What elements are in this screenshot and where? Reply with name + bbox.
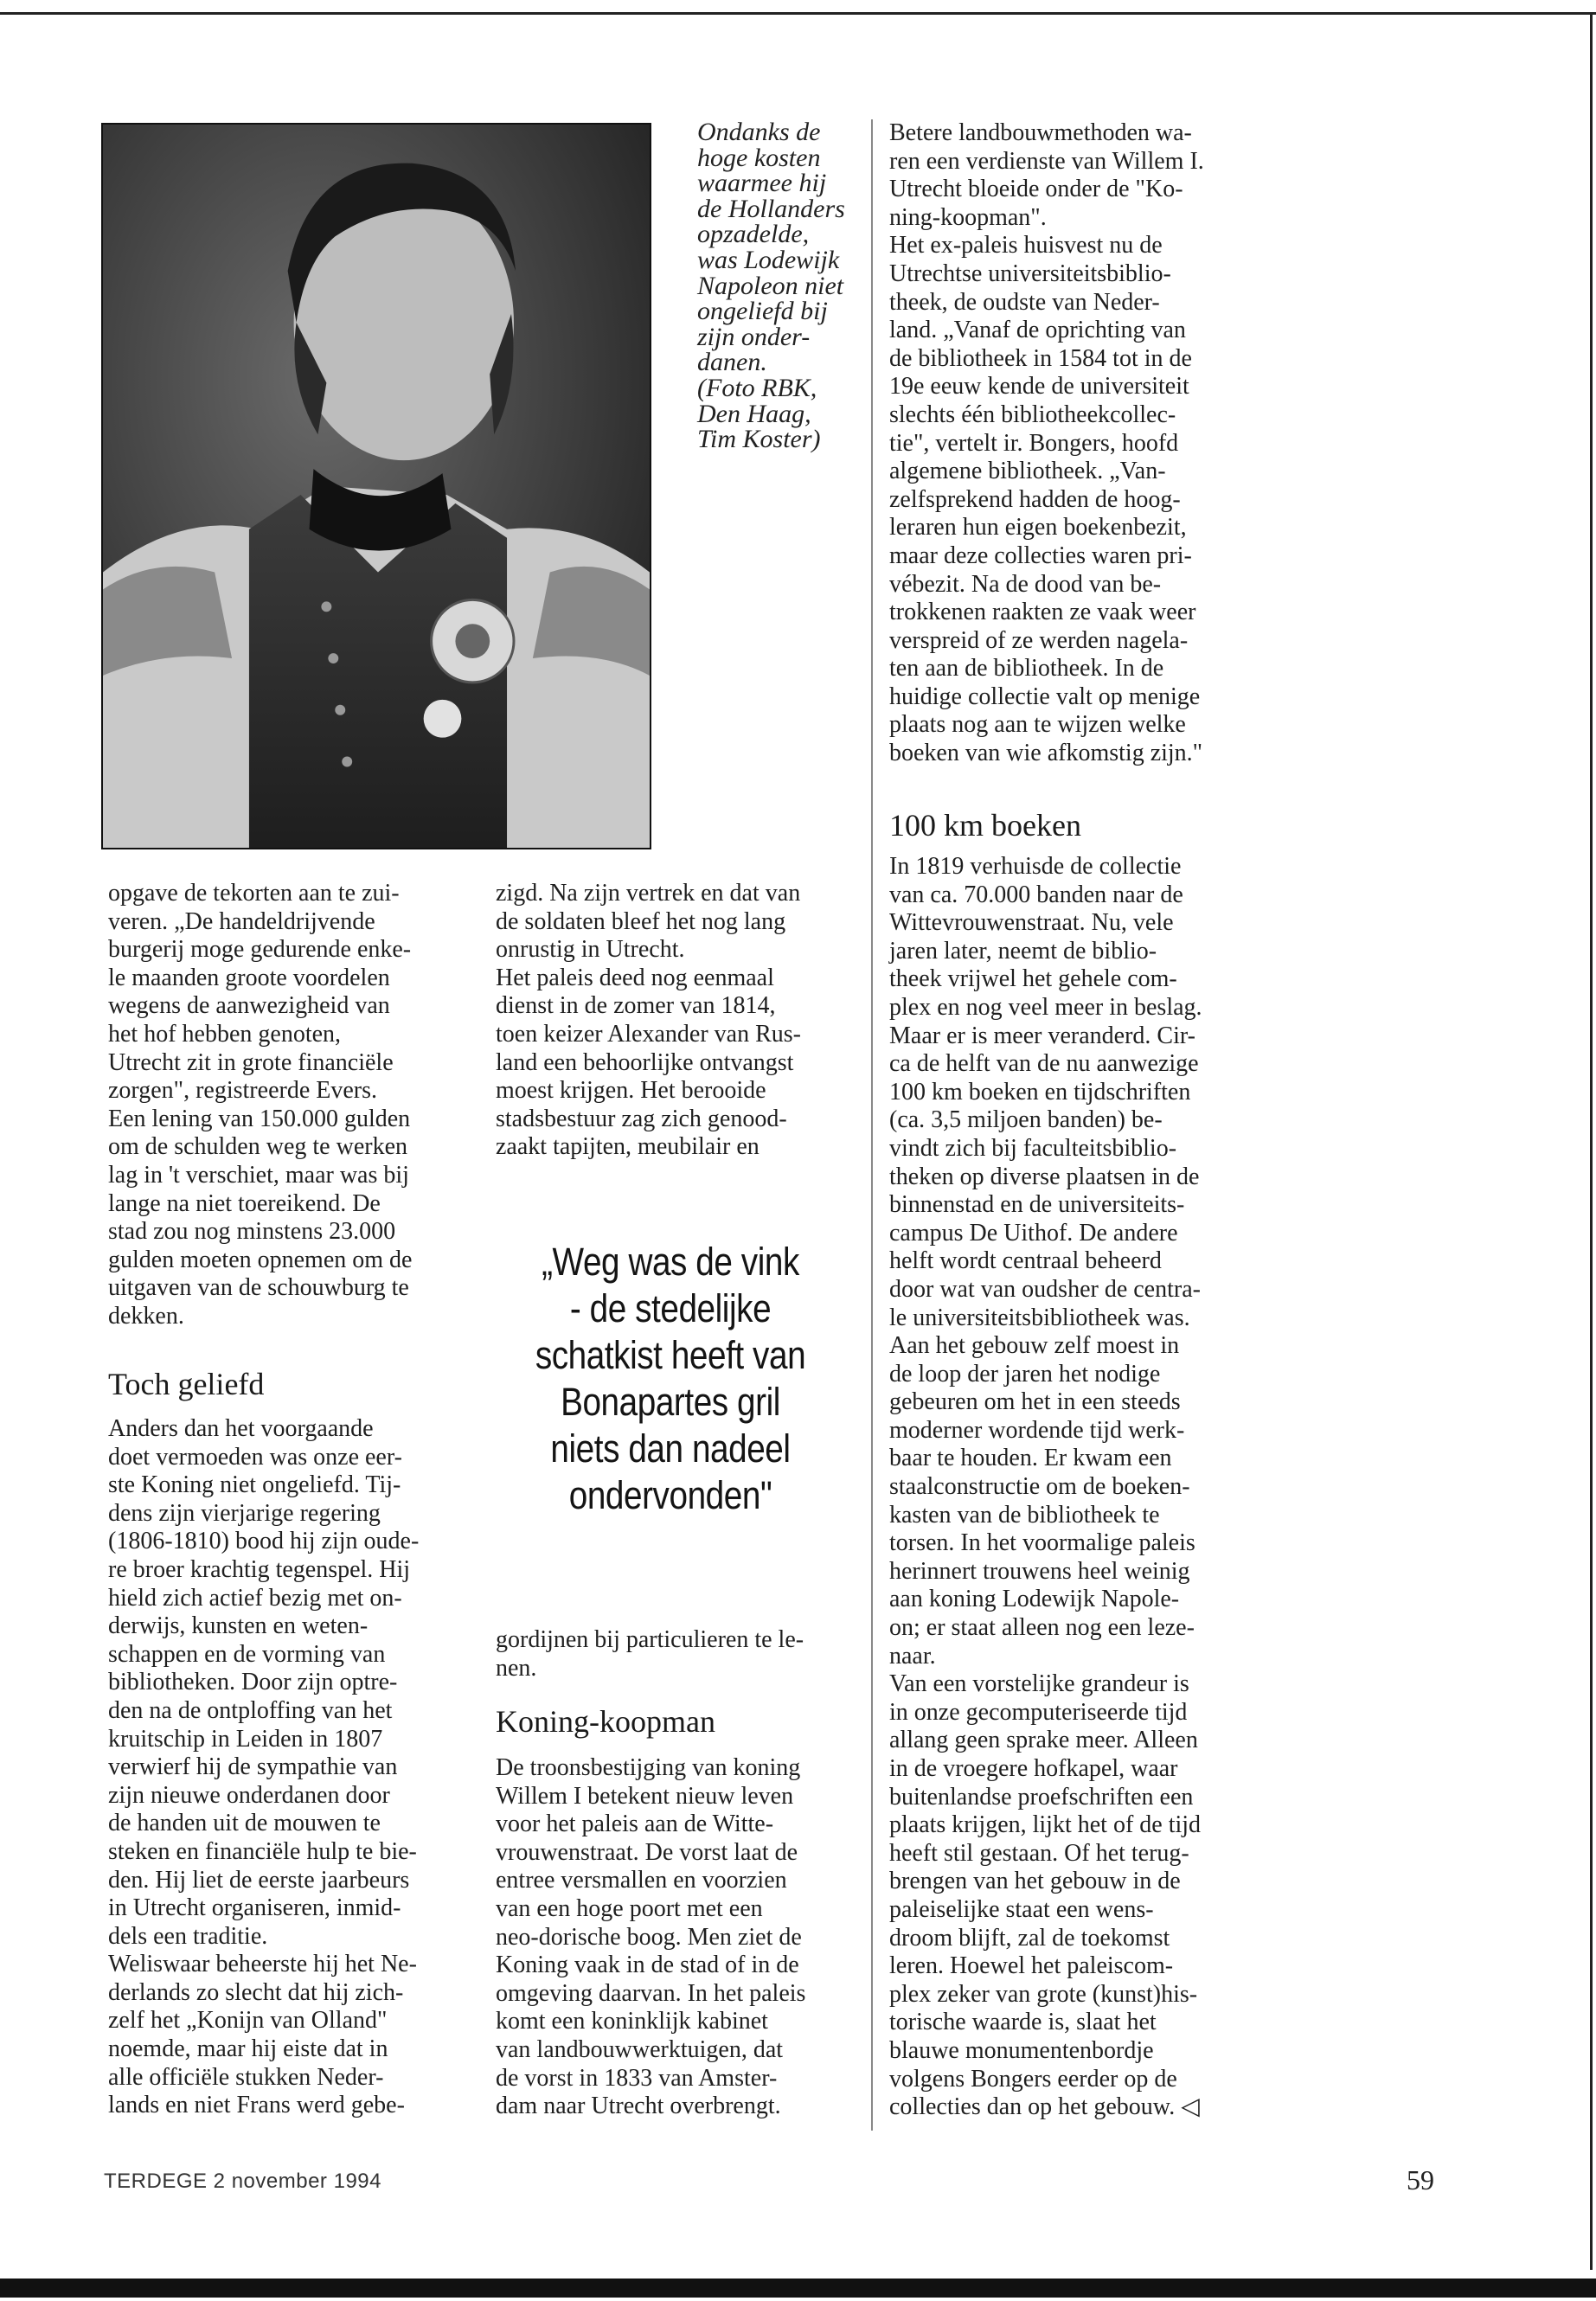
caption-line: Den Haag, [697, 399, 811, 428]
text-line: zorgen", registreerde Evers. [108, 1077, 377, 1105]
text-line: de loop der jaren het nodige [889, 1360, 1161, 1388]
text-line: zelf het „Konijn van Olland" [108, 2007, 388, 2035]
caption-line: Tim Koster) [697, 425, 821, 454]
text-line: maar deze collecties waren pri- [889, 542, 1192, 569]
text-line: re broer krachtig tegenspel. Hij [108, 1555, 411, 1583]
text-line: zijn nieuwe onderdanen door [108, 1781, 390, 1809]
text-line: ten aan de bibliotheek. In de [889, 655, 1164, 683]
text-line: derlands zo slecht dat hij zich- [108, 1978, 404, 2006]
text-line: plex zeker van grote (kunst)his- [889, 1980, 1198, 2008]
text-line: het hof hebben genoten, [108, 1020, 342, 1048]
page-number: 59 [1407, 2164, 1434, 2195]
text-line: neo-dorische boog. Men ziet de [496, 1923, 802, 1951]
text-line: ning-koopman". [889, 203, 1047, 231]
text-line: van ca. 70.000 banden naar de [889, 881, 1183, 908]
text-line: nen. [496, 1654, 537, 1682]
text-line: helft wordt centraal beheerd [889, 1247, 1162, 1275]
text-line: ste Koning niet ongeliefd. Tij- [108, 1471, 401, 1499]
text-line: torsen. In het voormalige paleis [889, 1529, 1195, 1557]
text-line: heeft stil gestaan. Of het terug- [889, 1839, 1189, 1867]
text-line: in onze gecomputeriseerde tijd [889, 1698, 1188, 1726]
text-line: Utrecht bloeide onder de "Ko- [889, 176, 1183, 203]
text-line: baar te houden. Er kwam een [889, 1445, 1172, 1472]
top-border [0, 12, 1596, 15]
text-line: den. Hij liet de eerste jaarbeurs [108, 1866, 410, 1894]
text-line: Wittevrouwenstraat. Nu, vele [889, 909, 1174, 937]
text-line: land een behoorlijke ontvangst [496, 1048, 794, 1076]
text-line: verspreid of ze werden nagela- [889, 626, 1189, 654]
text-line: moest krijgen. Het berooide [496, 1077, 766, 1105]
text-line: Willem I betekent nieuw leven [496, 1782, 794, 1810]
text-line: entree versmallen en voorzien [496, 1867, 787, 1894]
caption-line: danen. [697, 348, 767, 377]
text-line: land. „Vanaf de oprichting van [889, 317, 1186, 344]
text-line: plex en nog veel meer in beslag. [889, 993, 1202, 1021]
text-line: Van een vorstelijke grandeur is [889, 1670, 1189, 1698]
text-line: vrouwenstraat. De vorst laat de [496, 1838, 798, 1866]
text-line: Het ex-paleis huisvest nu de [889, 232, 1163, 260]
text-line: Aan het gebouw zelf moest in [889, 1332, 1180, 1360]
text-line: verwierf hij de sympathie van [108, 1753, 398, 1781]
column-divider [871, 119, 873, 2131]
text-line: in de vroegere hofkapel, waar [889, 1755, 1178, 1782]
text-line: komt een koninklijk kabinet [496, 2008, 768, 2035]
caption-line: (Foto RBK, [697, 373, 817, 402]
text-line: plaats krijgen, lijkt het of de tijd [889, 1811, 1202, 1839]
text-line: door wat van oudsher de centra- [889, 1275, 1201, 1303]
footer-magazine-issue: TERDEGE 2 november 1994 [104, 2170, 381, 2193]
text-line: veren. „De handeldrijvende [108, 907, 375, 935]
text-line: Weliswaar beheerste hij het Ne- [108, 1951, 417, 1978]
caption-line: waarmee hij [697, 169, 827, 198]
text-line: doet vermoeden was onze eer- [108, 1443, 402, 1471]
text-line: stad zou nog minstens 23.000 [108, 1218, 396, 1246]
text-line: allang geen sprake meer. Alleen [889, 1727, 1198, 1754]
text-line: gebeuren om het in een steeds [889, 1388, 1181, 1416]
text-line: dienst in de zomer van 1814, [496, 992, 776, 1020]
text-line: buitenlandse proefschriften een [889, 1783, 1194, 1811]
text-line: uitgaven van de schouwburg te [108, 1274, 409, 1302]
subheading-koning-koopman: Koning-koopman [496, 1704, 715, 1739]
text-line: dels een traditie. [108, 1922, 268, 1950]
text-line: toen keizer Alexander van Rus- [496, 1020, 801, 1048]
article-column-right [889, 853, 1244, 2122]
text-line: in Utrecht organiseren, inmid- [108, 1894, 401, 1922]
text-line: Maar er is meer veranderd. Cir- [889, 1022, 1195, 1049]
text-line: leraren hun eigen boekenbezit, [889, 514, 1187, 542]
text-line: dam naar Utrecht overbrengt. [496, 2093, 781, 2120]
bottom-border [0, 2279, 1596, 2298]
caption-line: Ondanks de [697, 118, 821, 146]
text-line: tie", vertelt ir. Bongers, hoofd [889, 429, 1179, 457]
article-column-middle [496, 880, 842, 1162]
text-line: wegens de aanwezigheid van [108, 992, 390, 1020]
text-line: opgave de tekorten aan te zui- [108, 880, 400, 907]
text-line: burgerij moge gedurende enke- [108, 936, 412, 964]
text-line: steken en financiële hulp te bie- [108, 1837, 417, 1865]
article-column-left-lower [108, 1415, 471, 2120]
text-line: Anders dan het voorgaande [108, 1415, 374, 1442]
text-line: Koning vaak in de stad of in de [496, 1952, 799, 1979]
caption-line: zijn onder- [697, 322, 811, 351]
text-line: hield zich actief bezig met on- [108, 1584, 402, 1612]
text-line: 100 km boeken en tijdschriften [889, 1078, 1191, 1106]
text-line: brengen van het gebouw in de [889, 1868, 1181, 1895]
text-line: le maanden groote voordelen [108, 964, 390, 991]
text-line: zelfsprekend hadden de hoog- [889, 485, 1181, 513]
text-line: dekken. [108, 1302, 184, 1330]
pull-quote-line: Bonapartes gril [561, 1380, 780, 1424]
text-line: Een lening van 150.000 gulden [108, 1105, 411, 1132]
text-line: volgens Bongers eerder op de [889, 2065, 1177, 2093]
text-line: paleiselijke staat een wens- [889, 1895, 1154, 1923]
article-column-left [108, 880, 471, 1331]
text-line: Utrechtse universiteitsbiblio- [889, 260, 1171, 287]
text-line: van landbouwwerktuigen, dat [496, 2035, 784, 2063]
caption-line: opzadelde, [697, 220, 810, 249]
text-line: zaakt tapijten, meubilair en [496, 1133, 760, 1161]
caption-line: ongeliefd bij [697, 297, 828, 326]
text-line: zigd. Na zijn vertrek en dat van [496, 880, 801, 907]
text-line: omgeving daarvan. In het paleis [496, 1979, 806, 2007]
article-column-right-top [889, 119, 1244, 768]
text-line: torische waarde is, slaat het [889, 2009, 1157, 2036]
text-line: algemene bibliotheek. „Van- [889, 458, 1166, 485]
text-line: aan koning Lodewijk Napole- [889, 1586, 1180, 1613]
text-line: om de schulden weg te werken [108, 1133, 407, 1161]
text-line: boeken van wie afkomstig zijn." [889, 740, 1203, 767]
portrait-engraving [103, 125, 650, 848]
text-line: Het paleis deed nog eenmaal [496, 964, 774, 991]
text-line: lag in 't verschiet, maar was bij [108, 1161, 409, 1189]
text-line: naar. [889, 1642, 936, 1670]
text-line: gulden moeten opnemen om de [108, 1246, 413, 1273]
text-line: collecties dan op het gebouw. ◁ [889, 2093, 1200, 2121]
text-line: theek, de oudste van Neder- [889, 288, 1160, 316]
text-line: kasten van de bibliotheek te [889, 1501, 1160, 1529]
text-line: de bibliotheek in 1584 tot in de [889, 344, 1192, 372]
text-line: theken op diverse plaatsen in de [889, 1163, 1200, 1190]
article-column-middle-lower [496, 1754, 842, 2121]
text-line: voor het paleis aan de Witte- [496, 1811, 774, 1838]
caption-line: de Hollanders [697, 194, 845, 223]
text-line: 19e eeuw kende de universiteit [889, 373, 1189, 401]
article-column-middle-continued [496, 1626, 842, 1682]
text-line: binnenstad en de universiteits- [889, 1191, 1185, 1219]
text-line: lands en niet Frans werd gebe- [108, 2092, 405, 2119]
text-line: vindt zich bij faculteitsbiblio- [889, 1134, 1177, 1162]
text-line: den na de ontploffing van het [108, 1696, 393, 1724]
subheading-toch-geliefd: Toch geliefd [108, 1367, 265, 1401]
text-line: on; er staat alleen nog een leze- [889, 1614, 1195, 1642]
text-line: Betere landbouwmethoden wa- [889, 119, 1192, 146]
text-line: slechts één bibliotheekcollec- [889, 401, 1176, 428]
text-line: plaats nog aan te wijzen welke [889, 711, 1186, 739]
pull-quote-line: niets dan nadeel [550, 1426, 791, 1471]
text-line: kruitschip in Leiden in 1807 [108, 1725, 383, 1753]
text-line: derwijs, kunsten en weten- [108, 1612, 369, 1640]
text-line: stadsbestuur zag zich genood- [496, 1105, 787, 1132]
text-line: de handen uit de mouwen te [108, 1810, 381, 1837]
text-line: In 1819 verhuisde de collectie [889, 853, 1182, 880]
text-line: huidige collectie valt op menige [889, 683, 1201, 710]
text-line: moderner wordende tijd werk- [889, 1416, 1185, 1444]
text-line: jaren later, neemt de biblio- [889, 937, 1157, 965]
text-line: ren een verdienste van Willem I. [889, 147, 1204, 175]
text-line: alle officiële stukken Neder- [108, 2063, 384, 2091]
text-line: dens zijn vierjarige regering [108, 1499, 381, 1527]
text-line: bibliotheken. Door zijn optre- [108, 1669, 398, 1696]
text-line: Utrecht zit in grote financiële [108, 1048, 394, 1076]
text-line: (ca. 3,5 miljoen banden) be- [889, 1106, 1163, 1134]
text-line: schappen en de vorming van [108, 1640, 386, 1668]
text-line: herinnert trouwens heel weinig [889, 1557, 1190, 1585]
text-line: noemde, maar hij eiste dat in [108, 2035, 388, 2063]
pull-quote-line: „Weg was de vink [542, 1240, 799, 1284]
text-line: trokkenen raakten ze vaak weer [889, 599, 1196, 626]
text-line: gordijnen bij particulieren te le- [496, 1626, 804, 1653]
text-line: de vorst in 1833 van Amster- [496, 2064, 778, 2092]
pull-quote-line: - de stedelijke [569, 1286, 772, 1330]
text-line: (1806-1810) bood hij zijn oude- [108, 1528, 420, 1555]
text-line: leren. Hoewel het paleiscom- [889, 1952, 1174, 1980]
pull-quote-line: schatkist heeft van [535, 1333, 806, 1377]
caption-line: Napoleon niet [697, 271, 844, 300]
text-line: theek vrijwel het gehele com- [889, 965, 1177, 993]
text-line: van een hoge poort met een [496, 1894, 763, 1922]
subheading-100-km-boeken: 100 km boeken [889, 808, 1081, 843]
portrait-lodewijk-napoleon [101, 123, 651, 849]
text-line: campus De Uithof. De andere [889, 1219, 1178, 1247]
right-border [1590, 12, 1593, 2270]
pull-quote-line: ondervonden" [568, 1473, 772, 1517]
photo-caption [697, 119, 870, 452]
text-line: de soldaten bleef het nog lang [496, 907, 786, 935]
text-line: onrustig in Utrecht. [496, 936, 685, 964]
text-line: vébezit. Na de dood van be- [889, 570, 1162, 598]
caption-line: was Lodewijk [697, 245, 840, 274]
text-line: le universiteitsbibliotheek was. [889, 1304, 1190, 1331]
text-line: lange na niet toereikend. De [108, 1189, 381, 1217]
text-line: droom blijft, zal de toekomst [889, 1924, 1170, 1952]
pull-quote [525, 1239, 815, 1519]
text-line: De troonsbestijging van koning [496, 1754, 801, 1781]
text-line: ca de helft van de nu aanwezige [889, 1050, 1199, 1078]
text-line: staalconstructie om de boeken- [889, 1473, 1190, 1501]
caption-line: hoge kosten [697, 143, 821, 172]
text-line: blauwe monumentenbordje [889, 2036, 1154, 2064]
